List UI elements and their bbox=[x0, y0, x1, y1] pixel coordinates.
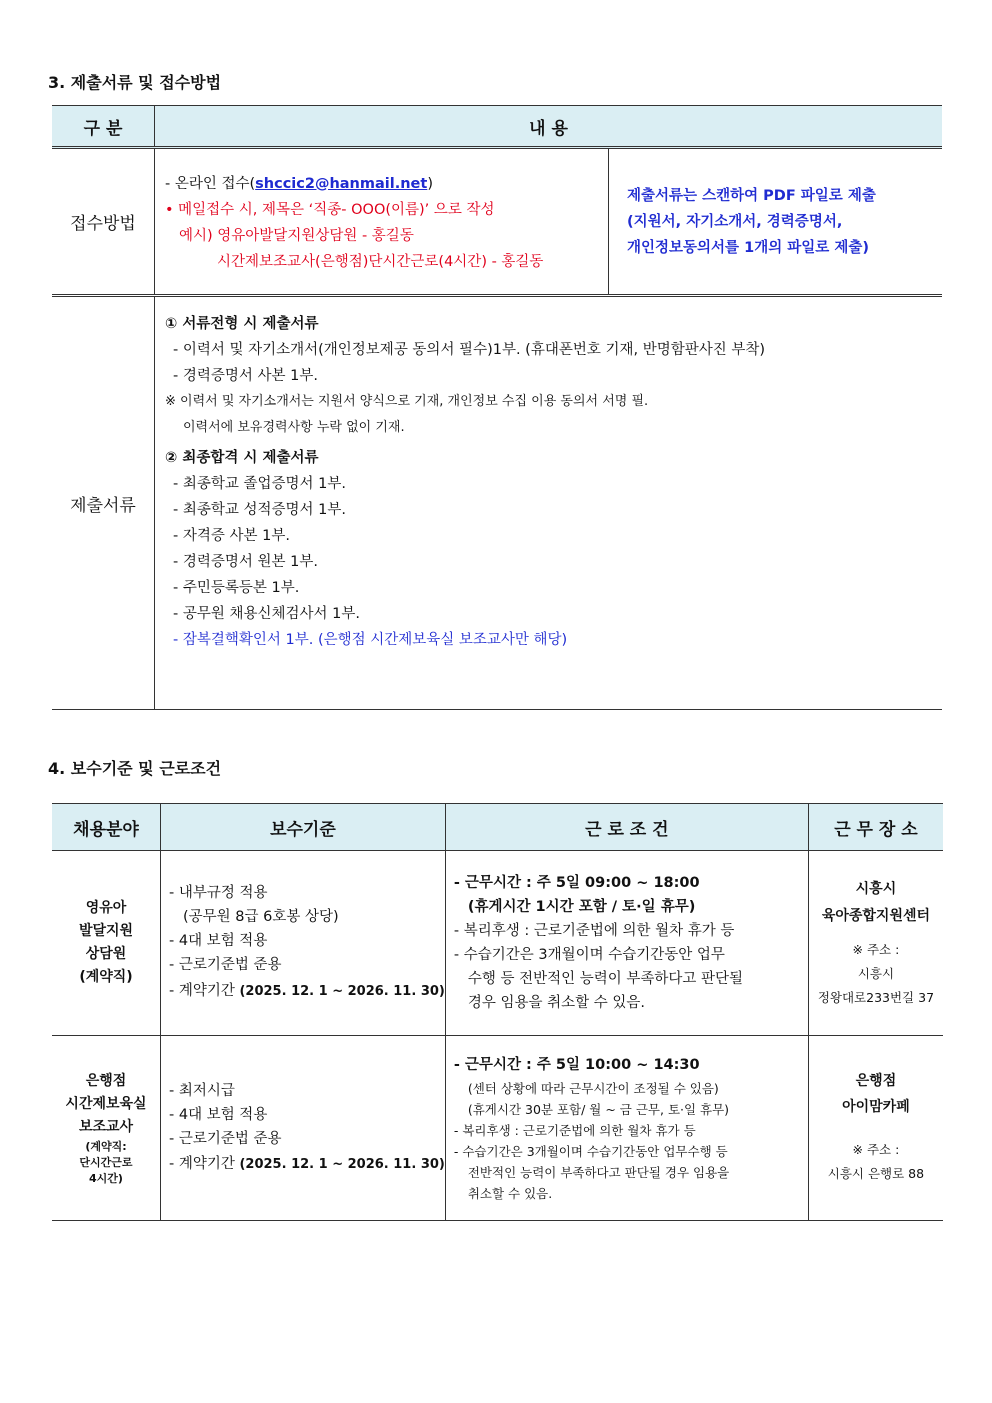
receipt-method-cell bbox=[155, 148, 609, 296]
group2-item: - 자격증 사본 1부. bbox=[173, 528, 290, 544]
table-row bbox=[52, 851, 943, 1036]
submission-table-header bbox=[52, 106, 942, 148]
pay-table-header bbox=[52, 804, 943, 851]
note-line-3: 개인정보동의서를 1개의 파일로 제출) bbox=[627, 239, 869, 256]
pay-conditions-table bbox=[52, 803, 943, 1221]
group1-item: - 경력증명서 사본 1부. bbox=[173, 368, 318, 384]
group2-item: - 공무원 채용신체검사서 1부. bbox=[173, 606, 360, 622]
conditions-cell: - 근무시간 : 주 5일 09:00 ~ 18:00 (휴게시간 1시간 포함 / 토·일 휴무) - 복리후생 : 근로기준법에 의한 월차 휴가 등 - 수습기간은 3개월이며 수습기간동안 업무 수행 등 전반적인 능력이 부족하다고 판단될 경우 임용을 취소할 수 있음. bbox=[445, 851, 808, 1036]
pay-cell: - 내부규정 적용 (공무원 8급 6호봉 상당) - 4대 보험 적용 - 근로기준법 준용 - 계약기간 (2025. 12. 1 ~ 2026. 11. 30) bbox=[161, 851, 446, 1036]
header-field: 채용분야 bbox=[52, 804, 161, 851]
note-line-2: (지원서, 자기소개서, 경력증명서, bbox=[627, 213, 843, 230]
group1-note-2: 이력서에 보유경력사항 누락 없이 기재. bbox=[183, 420, 405, 435]
header-pay: 보수기준 bbox=[161, 804, 446, 851]
group1-item: - 이력서 및 자기소개서(개인정보제공 동의서 필수)1부. (휴대폰번호 기재, 반명함판사진 부착) bbox=[173, 342, 766, 358]
documents-label: 제출서류 bbox=[52, 296, 155, 710]
location-cell: 은행점 아이맘카페 ※ 주소 : 시흥시 은행로 88 bbox=[808, 1036, 943, 1221]
email-link[interactable]: shccic2@hanmail.net bbox=[255, 175, 428, 192]
category-cell: 은행점 시간제보육실 보조교사 (계약직: 단시간근로 4시간) bbox=[52, 1036, 161, 1221]
group2-blue-item: - 잠복결핵확인서 1부. (은행점 시간제보육실 보조교사만 해당) bbox=[173, 632, 568, 648]
receipt-row bbox=[52, 148, 942, 296]
group2-item: - 최종학교 성적증명서 1부. bbox=[173, 502, 346, 518]
receipt-note-cell bbox=[609, 148, 943, 296]
header-category: 구 분 bbox=[83, 118, 123, 139]
group2-item: - 최종학교 졸업증명서 1부. bbox=[173, 476, 346, 492]
section4-title: 4. 보수기준 및 근로조건 bbox=[48, 759, 222, 778]
online-receipt-line: - 온라인 접수(shccic2@hanmail.net) bbox=[165, 175, 433, 192]
submission-table bbox=[52, 105, 942, 710]
documents-cell bbox=[155, 296, 943, 710]
group1-note-1: ※ 이력서 및 자기소개서는 지원서 양식으로 기재, 개인정보 수집 이용 동의서 서명 필. bbox=[165, 394, 649, 409]
table-row bbox=[52, 1036, 943, 1221]
note-line-1: 제출서류는 스캔하여 PDF 파일로 제출 bbox=[627, 187, 876, 204]
group2-item: - 주민등록등본 1부. bbox=[173, 580, 300, 596]
group1-title: ① 서류전형 시 제출서류 bbox=[165, 316, 319, 332]
pay-cell: - 최저시급 - 4대 보험 적용 - 근로기준법 준용 - 계약기간 (2025. 12. 1 ~ 2026. 11. 30) bbox=[161, 1036, 446, 1221]
example-line-2: 시간제보조교사(은행점)단시간근로(4시간) - 홍길동 bbox=[217, 253, 544, 270]
group2-title: ② 최종합격 시 제출서류 bbox=[165, 450, 319, 466]
documents-row bbox=[52, 296, 942, 710]
receipt-label: 접수방법 bbox=[52, 148, 155, 296]
header-content: 내 용 bbox=[155, 106, 943, 148]
category-cell: 영유아 발달지원 상담원 (계약직) bbox=[52, 851, 161, 1036]
group2-item: - 경력증명서 원본 1부. bbox=[173, 554, 318, 570]
mail-title-rule: • 메일접수 시, 제목은 ‘직종- OOO(이름)’ 으로 작성 bbox=[165, 201, 495, 218]
location-cell: 시흥시 육아종합지원센터 ※ 주소 : 시흥시 정왕대로233번길 37 bbox=[808, 851, 943, 1036]
header-location: 근 무 장 소 bbox=[808, 804, 943, 851]
example-line-1: 예시) 영유아발달지원상담원 - 홍길동 bbox=[179, 227, 414, 244]
conditions-cell: - 근무시간 : 주 5일 10:00 ~ 14:30 (센터 상황에 따라 근무시간이 조정될 수 있음) (휴게시간 30분 포함/ 월 ~ 금 근무, 토·일 휴무) - 복리후생 : 근로기준법에 의한 월차 휴가 등 - 수습기간은 3개월이며 수습기간동안 업무수행 등 전반적인 능력이 부족하다고 판단될 경우 임용을 취소할 수 있음. bbox=[445, 1036, 808, 1221]
header-conditions: 근 로 조 건 bbox=[445, 804, 808, 851]
section3-title: 3. 제출서류 및 접수방법 bbox=[48, 73, 222, 92]
